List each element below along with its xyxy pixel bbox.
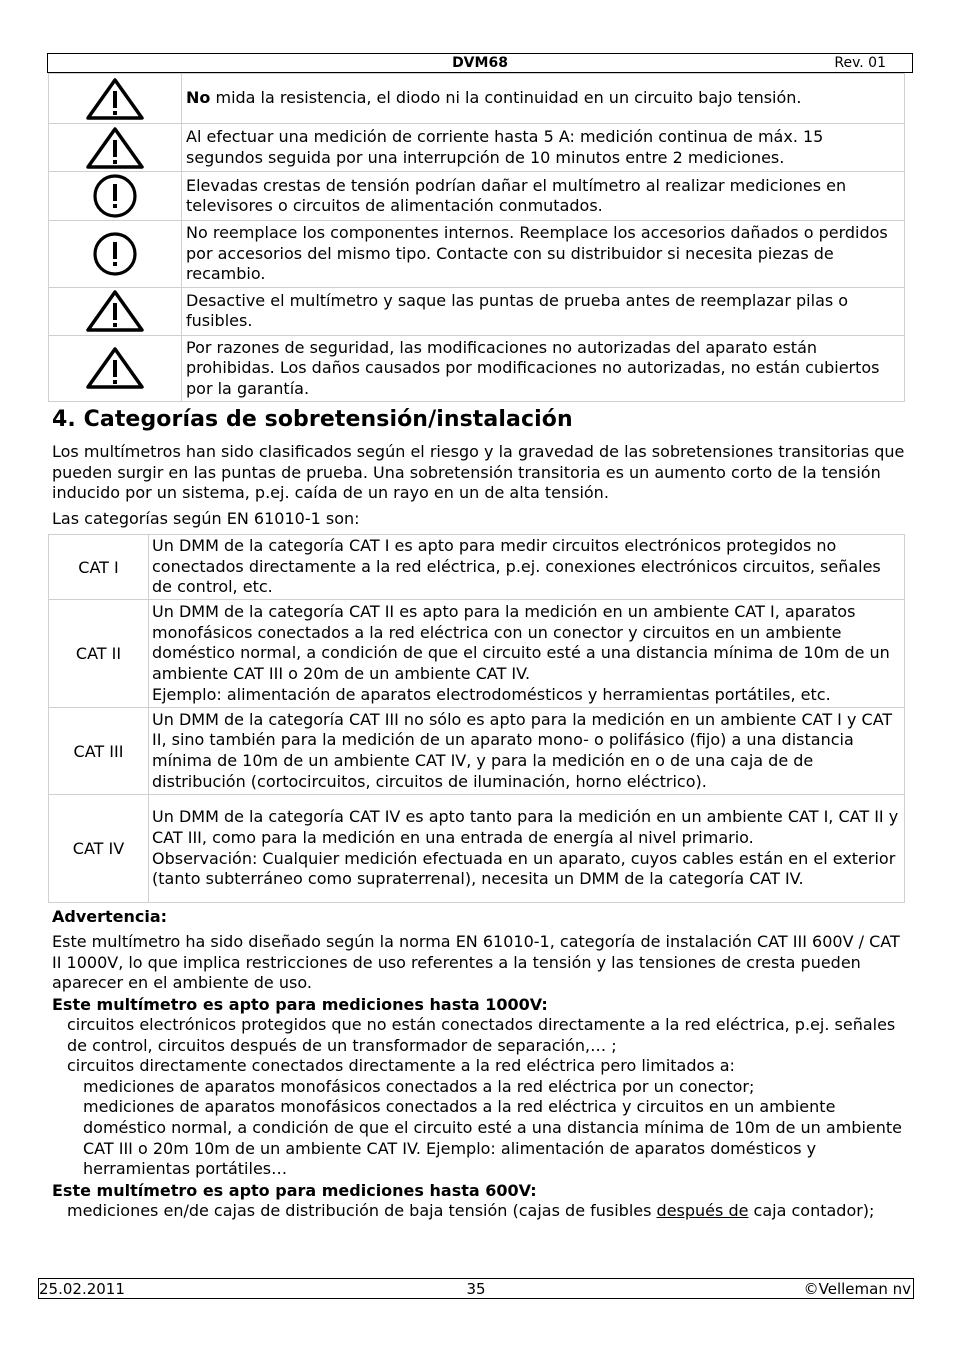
warning-triangle-icon [85, 346, 145, 390]
category-description [149, 708, 905, 795]
footer-date: 25.02.2011 [39, 1280, 125, 1298]
advert-600v-list [52, 1201, 914, 1222]
advert-text: Este multímetro ha sido diseñado según la norma EN 61010-1, categoría de instalación CAT III 600V / CAT II 1000V, lo que implica restricciones de uso referentes a la tensión y las tensiones de cresta pueden aparecer en el ambiente de uso. [52, 932, 900, 993]
underlined-text: después de [656, 1201, 749, 1220]
warning-bold: No [186, 88, 211, 108]
category-description [149, 795, 905, 903]
page-number: 35 [466, 1280, 486, 1298]
category-row [49, 535, 905, 600]
category-label: CAT III [49, 708, 149, 795]
exclamation-circle-icon [91, 173, 139, 219]
revision-label: Rev. 01 [834, 55, 886, 71]
warning-text: Desactive el multímetro y saque las puntas de prueba antes de reemplazar pilas o fusibles. [182, 287, 905, 335]
icon-cell [49, 74, 182, 124]
warning-text [182, 74, 905, 124]
category-label: CAT II [49, 600, 149, 708]
advert-1000v-heading: Este multímetro es apto para mediciones hasta 1000V: [52, 995, 548, 1014]
warning-row [49, 74, 905, 124]
warning-triangle-icon [85, 289, 145, 333]
category-line: Observación: Cualquier medición efectuada en un aparato, cuyos cables están en el exterior (tanto subterráneo como supraterrenal), necesita un DMM de la categoría CAT IV. [152, 848, 896, 889]
model-name: DVM68 [452, 55, 508, 71]
icon-cell [49, 172, 182, 221]
category-row [49, 600, 905, 708]
categories-table [48, 534, 905, 903]
footer-copyright: ©Velleman nv [803, 1280, 911, 1298]
warning-text-body: mida la resistencia, el diodo ni la continuidad en un circuito bajo tensión. [210, 88, 802, 108]
safety-warnings-table [48, 73, 905, 402]
category-description [149, 535, 905, 600]
page-header [47, 53, 913, 73]
icon-cell [49, 124, 182, 172]
category-label: CAT I [49, 535, 149, 600]
sub-list-item: mediciones de aparatos monofásicos conectados a la red eléctrica por un conector; [83, 1076, 755, 1096]
advert-heading [52, 907, 914, 928]
section-intro-categories: Las categorías según EN 61010-1 son: [52, 509, 360, 528]
category-line: Un DMM de la categoría CAT IV es apto tanto para la medición en un ambiente CAT I, CAT II y CAT III, como para la medición en una entrada de energía al nivel primario. [152, 807, 899, 847]
list-item-text: mediciones en/de cajas de distribución de baja tensión (cajas de fusibles [67, 1201, 657, 1220]
warning-row [49, 221, 905, 288]
page-footer [38, 1278, 914, 1299]
category-row [49, 795, 905, 903]
icon-cell [49, 287, 182, 335]
category-description [149, 600, 905, 708]
warning-text: Por razones de seguridad, las modificaciones no autorizadas del aparato están prohibidas. Los daños causados por modificaciones no autorizadas, no están cubiertos por la garantía. [182, 335, 905, 402]
list-item-text: caja contador); [748, 1201, 875, 1220]
warning-triangle-icon [85, 77, 145, 121]
section-intro: Los multímetros han sido clasificados según el riesgo y la gravedad de las sobretensiones transitorias que pueden surgir en las puntas de prueba. Una sobretensión transitoria es un aumento corto de la tensión inducido por un sistema, p.ej. caída de un rayo en un de alta tensión. [52, 442, 905, 502]
warning-row [49, 124, 905, 172]
category-line: Un DMM de la categoría CAT II es apto para la medición en un ambiente CAT I, aparatos monofásicos conectados a la red eléctrica con un conector y circuitos en un ambiente doméstico normal, a condición de que el circuito esté a una distancia mínima de 10m de un ambiente CAT III o 20m de un ambiente CAT IV. [152, 601, 890, 683]
warning-text: Al efectuar una medición de corriente hasta 5 A: medición continua de máx. 15 segundos seguida por una interrupción de 10 minutos entre 2 mediciones. [182, 124, 905, 172]
warning-triangle-icon [85, 126, 145, 170]
warning-row [49, 287, 905, 335]
category-line: Ejemplo: alimentación de aparatos electrodomésticos y herramientas portátiles, etc. [152, 684, 831, 704]
category-label: CAT IV [49, 795, 149, 903]
icon-cell [49, 221, 182, 288]
list-item [52, 1201, 914, 1222]
icon-cell [49, 335, 182, 402]
exclamation-circle-icon [91, 231, 139, 277]
list-item: circuitos electrónicos protegidos que no están conectados directamente a la red eléctrica, p.ej. señales de control, circuitos después de un transformador de separación,… ; [67, 1015, 896, 1055]
category-line: Un DMM de la categoría CAT III no sólo es apto para la medición en un ambiente CAT I y CAT II, sino también para la medición de un aparato mono- o polifásico (fijo) a una distancia mínima de 10m de un ambiente CAT IV, y para la medición en o de una caja de de distribución (cortocircuitos, circuitos de iluminación, horno eléctrico). [152, 709, 893, 791]
list-item: circuitos directamente conectados directamente a la red eléctrica pero limitados a: [67, 1056, 735, 1076]
section-title: 4. Categorías de sobretensión/instalación [52, 407, 573, 432]
warning-row [49, 172, 905, 221]
category-line: Un DMM de la categoría CAT I es apto para medir circuitos electrónicos protegidos no conectados directamente a la red eléctrica, p.ej. conexiones electrónicos circuitos, señales de control, etc. [152, 536, 881, 597]
sub-list-item: mediciones de aparatos monofásicos conectados a la red eléctrica y circuitos en un ambiente doméstico normal, a condición de que el circuito esté a una distancia mínima de 10m de un ambiente CAT III o 20m 10m de un ambiente CAT IV. Ejemplo: alimentación de aparatos domésticos y herramientas portátiles… [83, 1097, 902, 1179]
warning-text: No reemplace los componentes internos. Reemplace los accesorios dañados o perdidos por accesorios del mismo tipo. Contacte con su distribuidor si necesita piezas de recambio. [182, 221, 905, 288]
advert-heading-text: Advertencia: [52, 907, 168, 926]
warning-text: Elevadas crestas de tensión podrían dañar el multímetro al realizar mediciones en televisores o circuitos de alimentación conmutados. [182, 172, 905, 221]
warning-row [49, 335, 905, 402]
advert-1000v-list [52, 1015, 914, 1180]
category-row [49, 708, 905, 795]
advert-600v-heading: Este multímetro es apto para mediciones hasta 600V: [52, 1181, 537, 1200]
